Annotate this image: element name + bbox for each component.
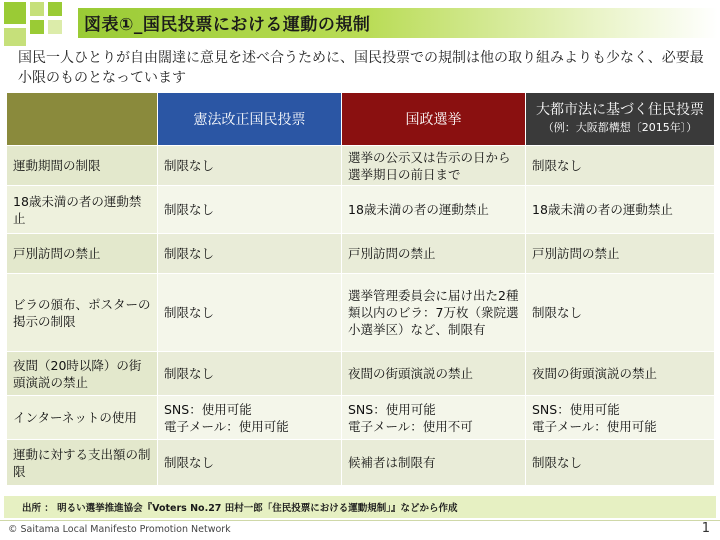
table-cell: 18歳未満の者の運動禁止	[526, 186, 715, 234]
regulation-comparison-table	[6, 92, 715, 486]
header-constitutional-referendum: 憲法改正国民投票	[158, 93, 342, 146]
cell-line: SNS：使用可能	[532, 401, 620, 417]
table-cell: 戸別訪問の禁止	[526, 234, 715, 274]
row-label: 運動期間の制限	[7, 146, 158, 186]
row-label: ビラの頒布、ポスターの掲示の制限	[7, 274, 158, 352]
table-cell	[526, 396, 715, 440]
table-cell: 制限なし	[158, 186, 342, 234]
cell-line: SNS：使用可能	[164, 401, 252, 417]
table-row	[7, 146, 715, 186]
table-cell: 制限なし	[158, 234, 342, 274]
table-cell: 制限なし	[158, 352, 342, 396]
slide-title: 図表①_国民投票における運動の規制	[84, 15, 371, 35]
table-cell: 戸別訪問の禁止	[342, 234, 526, 274]
header-national-election: 国政選挙	[342, 93, 526, 146]
table-row	[7, 274, 715, 352]
row-label: 運動に対する支出額の制限	[7, 440, 158, 486]
cell-line: SNS：使用可能	[348, 401, 436, 417]
row-label: 夜間（20時以降）の街頭演説の禁止	[7, 352, 158, 396]
row-label: 18歳未満の者の運動禁止	[7, 186, 158, 234]
table-row	[7, 352, 715, 396]
table-cell: 制限なし	[526, 440, 715, 486]
table-cell: 選挙の公示又は告示の日から選挙期日の前日まで	[342, 146, 526, 186]
table-corner-cell	[7, 93, 158, 146]
table-header-row	[7, 93, 715, 146]
table-cell: 夜間の街頭演説の禁止	[526, 352, 715, 396]
table-row	[7, 234, 715, 274]
row-label: 戸別訪問の禁止	[7, 234, 158, 274]
table-cell: 制限なし	[526, 146, 715, 186]
header-metropolitan-referendum	[526, 93, 715, 146]
copyright-text: © Saitama Local Manifesto Promotion Network	[8, 524, 231, 535]
footer-divider	[0, 520, 720, 521]
slide-subtitle: 国民一人ひとりが自由闊達に意見を述べ合うために、国民投票での規制は他の取り組みよりも少なく、必要最小限のものとなっています	[18, 50, 704, 86]
table-cell: 制限なし	[158, 274, 342, 352]
table-row	[7, 440, 715, 486]
table-cell: 夜間の街頭演説の禁止	[342, 352, 526, 396]
table-cell: 制限なし	[158, 440, 342, 486]
table-row	[7, 396, 715, 440]
table-cell: 選挙管理委員会に届け出た2種類以内のビラ：7万枚（衆院選小選挙区）など、制限有	[342, 274, 526, 352]
table-cell	[342, 396, 526, 440]
table-cell: 制限なし	[158, 146, 342, 186]
table-cell: 制限なし	[526, 274, 715, 352]
page-number: 1	[701, 521, 710, 536]
table-cell: 18歳未満の者の運動禁止	[342, 186, 526, 234]
cell-line: 電子メール：使用可能	[164, 418, 289, 434]
table-cell	[158, 396, 342, 440]
table-row	[7, 186, 715, 234]
header-metropolitan-example: （例：大阪都構想〔2015年〕）	[542, 121, 698, 134]
cell-line: 電子メール：使用不可	[348, 418, 473, 434]
row-label: インターネットの使用	[7, 396, 158, 440]
table-cell: 候補者は制限有	[342, 440, 526, 486]
source-note: 出所 ： 明るい選挙推進協会『Voters No.27 田村一郎「住民投票における運動規制」』などから作成	[22, 503, 458, 514]
header-metropolitan-title: 大都市法に基づく住民投票	[536, 102, 704, 118]
cell-line: 電子メール：使用可能	[532, 418, 657, 434]
